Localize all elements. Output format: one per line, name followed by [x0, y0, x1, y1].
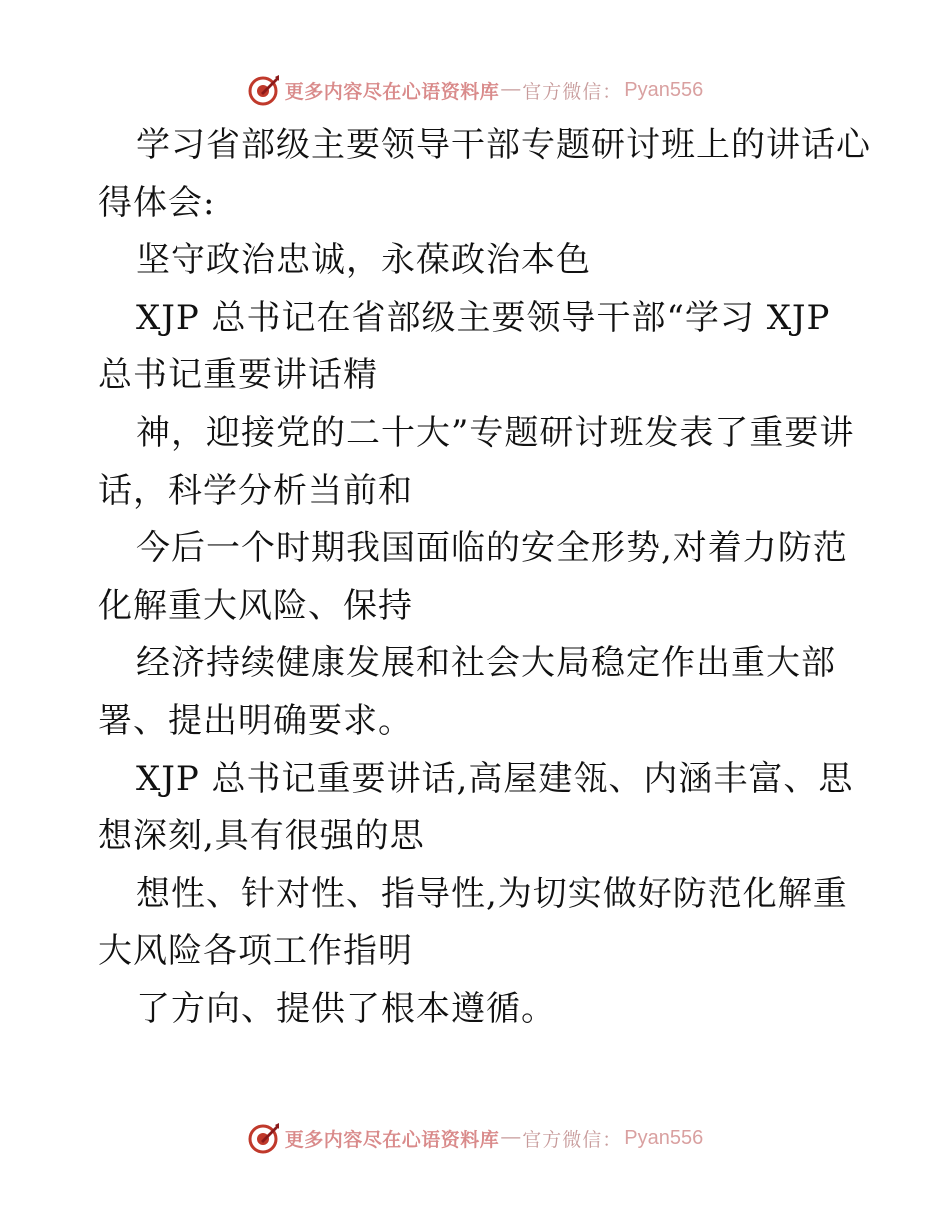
- footer-banner-wechat-id: Pyan556: [624, 1126, 704, 1149]
- pen-logo-icon: [247, 73, 281, 107]
- paragraph-line: 化解重大风险、保持: [98, 585, 413, 626]
- pen-logo-icon: [247, 1121, 281, 1155]
- paragraph-line: 话，科学分析当前和: [98, 470, 413, 511]
- paragraph-line: 神，迎接党的二十大”专题研讨班发表了重要讲: [136, 412, 855, 453]
- document-body: [98, 117, 871, 1039]
- paragraph-line: 总书记重要讲话精: [98, 355, 378, 396]
- header-banner-title: 更多内容尽在心语资料库: [284, 80, 500, 103]
- paragraph-line: XJP 总书记重要讲话,高屋建瓴、内涵丰富、思: [136, 758, 854, 799]
- paragraph-line: 大风险各项工作指明: [98, 931, 413, 972]
- paragraph-line: XJP 总书记在省部级主要领导干部“学习 XJP: [136, 297, 831, 338]
- paragraph-line: 署、提出明确要求。: [98, 700, 413, 741]
- paragraph-line: 经济持续健康发展和社会大局稳定作出重大部: [136, 643, 836, 684]
- footer-banner-title: 更多内容尽在心语资料库: [284, 1128, 500, 1151]
- footer-banner-wechat-label: 官方微信：: [522, 1128, 623, 1151]
- paragraph-line: 了方向、提供了根本遵循。: [136, 988, 556, 1029]
- paragraph-line: 今后一个时期我国面临的安全形势,对着力防范: [136, 528, 848, 569]
- paragraph-line: 想深刻,具有很强的思: [98, 816, 425, 857]
- footer-banner: [0, 1118, 950, 1158]
- header-banner-wechat-id: Pyan556: [624, 78, 704, 101]
- header-banner-separator: —: [501, 79, 521, 100]
- paragraph-line: 想性、针对性、指导性,为切实做好防范化解重: [136, 873, 848, 914]
- header-banner: [0, 70, 950, 110]
- footer-banner-separator: —: [501, 1127, 521, 1148]
- paragraph-line: 学习省部级主要领导干部专题研讨班上的讲话心: [136, 125, 871, 165]
- section-heading: 坚守政治忠诚，永葆政治本色: [136, 240, 591, 281]
- paragraph-line: 得体会:: [98, 182, 216, 223]
- header-banner-wechat-label: 官方微信：: [522, 80, 623, 103]
